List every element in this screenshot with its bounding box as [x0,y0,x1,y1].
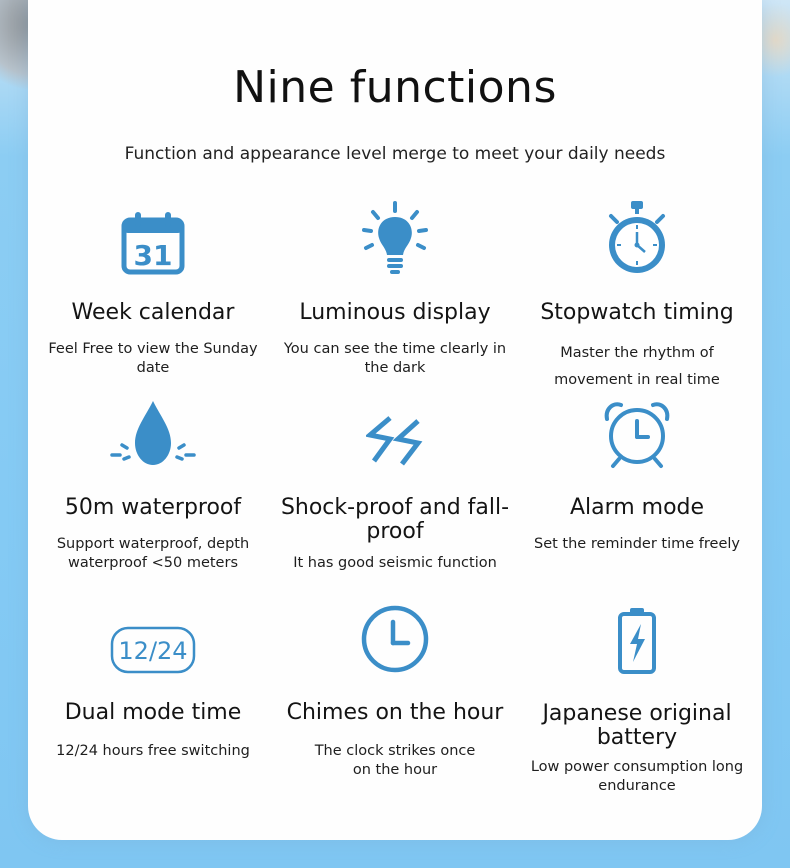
shock-icon [366,415,424,467]
feature-desc: It has good seismic function [293,555,497,571]
feature-week-calendar [31,200,275,390]
lightbulb-icon [359,200,431,278]
feature-name: Chimes on the hour [286,700,504,725]
feature-battery [515,600,759,810]
feature-luminous-display [273,200,517,390]
feature-desc: 12/24 hours free switching [56,743,250,759]
battery-icon [617,606,657,674]
calendar-icon [120,210,186,276]
feature-desc: Low power consumption long endurance [530,759,744,794]
page-subtitle: Function and appearance level merge to meet your daily needs [124,144,666,164]
water-drop-icon [108,397,198,469]
functions-card [28,0,762,840]
feature-desc: Support waterproof, depth waterproof <50 meters [56,536,250,571]
feature-desc: The clock strikes once on the hour [314,743,476,778]
feature-desc: Master the rhythm of movement in real time [554,345,720,388]
page-title: Nine functions [233,62,557,113]
12-24-icon [110,626,196,674]
feature-shock-proof [273,395,517,585]
feature-name: Stopwatch timing [540,300,734,325]
feature-name: Japanese original battery [542,701,732,750]
feature-name: 50m waterproof [64,495,242,520]
feature-desc: Set the reminder time freely [534,536,740,552]
feature-name: Luminous display [299,300,491,325]
stopwatch-icon [605,200,669,278]
calendar-icon-text: 31 [133,239,173,272]
feature-name: Shock-proof and fall-proof [280,495,510,544]
feature-waterproof [31,395,275,585]
feature-dual-mode [31,600,275,800]
feature-name: Week calendar [71,300,235,325]
feature-alarm-mode [515,395,759,585]
feature-name: Alarm mode [569,495,705,520]
feature-desc: You can see the time clearly in the dark [283,341,507,376]
clock-icon [360,604,430,674]
12-24-icon-text: 12/24 [118,637,188,665]
feature-desc: Feel Free to view the Sunday date [48,341,258,376]
feature-name: Dual mode time [64,700,242,725]
alarm-clock-icon [601,399,673,469]
feature-stopwatch [515,200,759,390]
feature-chimes [273,600,517,800]
